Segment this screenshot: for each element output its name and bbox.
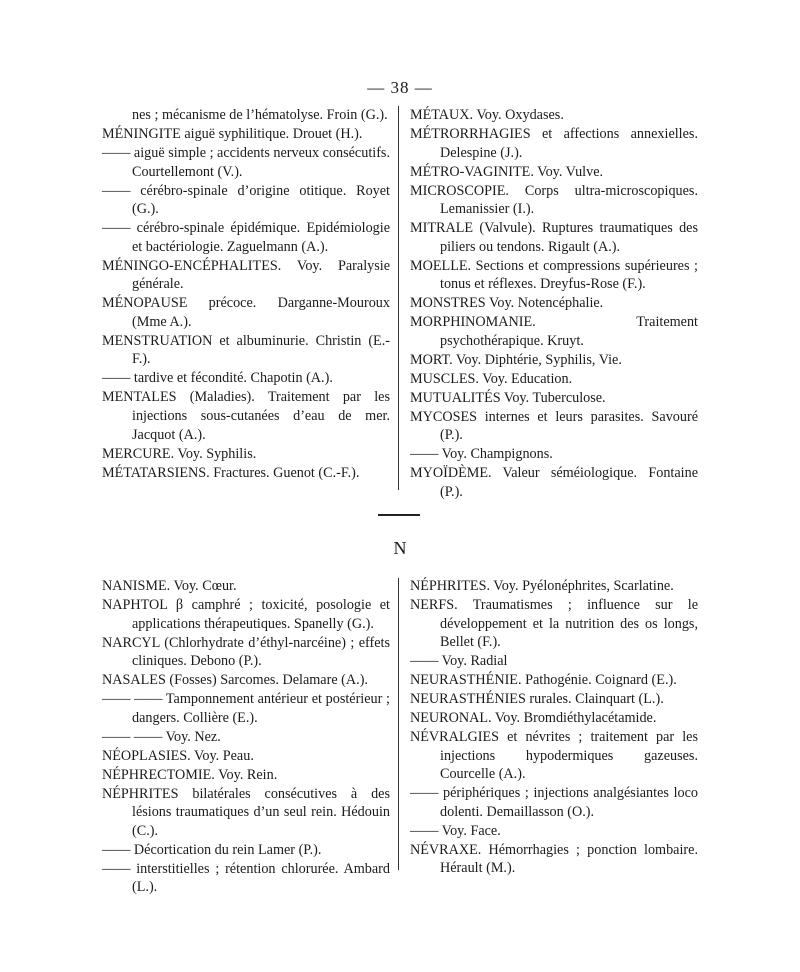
index-entry: NÉVRALGIES et névrites ; traitement par les injections hypodermiques gazeuses. Courcelle (A.). <box>410 729 698 783</box>
index-entry: —— périphériques ; injections analgésiantes loco dolenti. Demaillasson (O.). <box>410 785 698 820</box>
index-entry: MÉTRO-VAGINITE. Voy. Vulve. <box>410 163 604 180</box>
index-entry: NANISME. Voy. Cœur. <box>102 578 237 594</box>
index-entry: —— interstitielles ; rétention chlorurée. Ambard (L.). <box>102 860 390 896</box>
index-entry: —— cérébro-spinale d’origine otitique. Royet (G.). <box>102 182 390 218</box>
index-entry: MÉTRORRHAGIES et affections annexielles. Delespine (J.). <box>410 125 698 161</box>
column-divider-top <box>398 106 399 490</box>
page-number: — 38 — <box>367 78 433 97</box>
index-entry: NASALES (Fosses) Sarcomes. Delamare (A.). <box>102 672 368 689</box>
index-entry: —— cérébro-spinale épidémique. Epidémiologie et bactériologie. Zaguelmann (A.). <box>102 220 390 255</box>
index-column-top-right <box>410 106 698 502</box>
index-entry: MÉNINGO-ENCÉPHALITES. Voy. Paralysie générale. <box>102 257 390 293</box>
index-entry: MENTALES (Maladies). Traitement par les injections sous-cutanées d’eau de mer. Jacquot (A.). <box>102 389 390 443</box>
index-entry: NARCYL (Chlorhydrate d’éthyl-narcéine) ; effets cliniques. Debono (P.). <box>102 634 390 670</box>
index-entry: —— Voy. Face. <box>410 822 501 839</box>
index-entry: NAPHTOL β camphré ; toxicité, posologie et applications thérapeutiques. Spanelly (G.). <box>102 596 390 632</box>
index-entry: MÉNOPAUSE précoce. Darganne-Mouroux (Mme A.). <box>102 295 390 330</box>
index-entry: NÉVRAXE. Hémorrhagies ; ponction lombaire. Hérault (M.). <box>410 841 698 877</box>
index-entry: NEURASTHÉNIE. Pathogénie. Coignard (E.). <box>410 672 677 689</box>
index-entry: MERCURE. Voy. Syphilis. <box>102 445 257 462</box>
index-entry: NÉOPLASIES. Voy. Peau. <box>102 747 254 764</box>
column-divider-bottom <box>398 578 399 870</box>
index-entry: MYCOSES internes et leurs parasites. Savouré (P.). <box>410 408 698 444</box>
section-divider-rule <box>378 514 420 516</box>
index-entry: —— —— Tamponnement antérieur et postérieur ; dangers. Collière (E.). <box>102 691 390 726</box>
index-entry: MÉNINGITE aiguë syphilitique. Drouet (H.). <box>102 125 363 142</box>
index-entry: MENSTRUATION et albuminurie. Christin (E.-F.). <box>102 332 390 368</box>
section-letter: N <box>393 538 407 558</box>
index-entry: MOELLE. Sections et compressions supérieures ; tonus et réflexes. Dreyfus-Rose (F.). <box>410 257 698 293</box>
index-entry: MONSTRES Voy. Notencéphalie. <box>410 295 604 312</box>
index-entry: —— Décortication du rein Lamer (P.). <box>102 841 322 858</box>
index-entry: MUSCLES. Voy. Education. <box>410 370 573 387</box>
index-entry: MÉTAUX. Voy. Oxydases. <box>410 107 564 123</box>
index-entry: MYOÏDÈME. Valeur séméiologique. Fontaine (P.). <box>410 465 698 500</box>
index-entry: NERFS. Traumatismes ; influence sur le développement et la nutrition des os longs, Bellet (F.). <box>410 596 698 651</box>
index-column-bottom-right <box>410 577 698 878</box>
index-column-bottom-left <box>102 577 390 897</box>
index-entry: NEURONAL. Voy. Bromdiéthylacétamide. <box>410 710 657 727</box>
index-entry: NEURASTHÉNIES rurales. Clainquart (L.). <box>410 691 664 708</box>
index-entry: —— —— Voy. Nez. <box>102 728 221 745</box>
index-entry: NÉPHRITES bilatérales consécutives à des lésions traumatiques d’un seul rein. Hédouin (C.). <box>102 785 390 839</box>
index-entry: MUTUALITÉS Voy. Tuberculose. <box>410 389 606 406</box>
index-entry: nes ; mécanisme de l’hématolyse. Froin (G.). <box>132 107 388 123</box>
index-column-top-left <box>102 106 390 483</box>
index-entry: —— Voy. Champignons. <box>410 446 553 463</box>
index-entry: MICROSCOPIE. Corps ultra-microscopiques. Lemanissier (I.). <box>410 182 698 218</box>
index-entry: —— Voy. Radial <box>410 653 508 670</box>
index-entry: NÉPHRITES. Voy. Pyélonéphrites, Scarlatine. <box>410 578 674 594</box>
index-entry: MORPHINOMANIE. Traitement psychothérapique. Kruyt. <box>410 314 698 349</box>
index-entry: MITRALE (Valvule). Ruptures traumatiques des piliers ou tendons. Rigault (A.). <box>410 220 698 255</box>
index-entry: MORT. Voy. Diphtérie, Syphilis, Vie. <box>410 351 622 368</box>
index-entry: MÉTATARSIENS. Fractures. Guenot (C.-F.). <box>102 464 360 481</box>
index-entry: NÉPHRECTOMIE. Voy. Rein. <box>102 766 278 783</box>
index-entry: —— aiguë simple ; accidents nerveux consécutifs. Courtellemont (V.). <box>102 144 390 180</box>
index-entry: —— tardive et fécondité. Chapotin (A.). <box>102 370 333 387</box>
